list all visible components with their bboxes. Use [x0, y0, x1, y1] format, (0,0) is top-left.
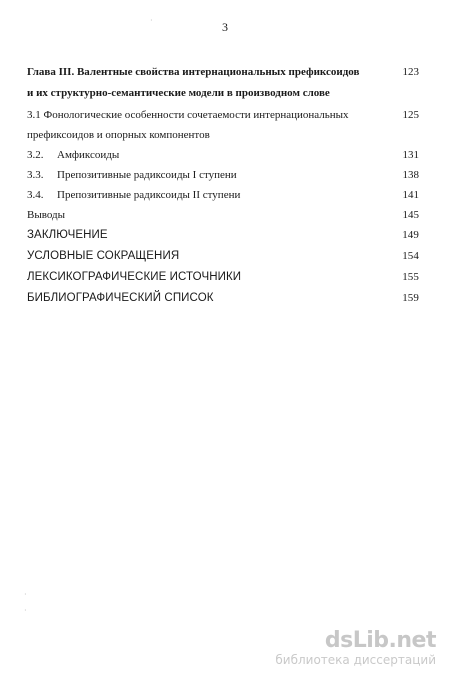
- toc-entry-title: БИБЛИОГРАФИЧЕСКИЙ СПИСОК: [27, 292, 214, 304]
- toc-entry-title-line: префиксоидов и опорных компонентов: [27, 129, 210, 141]
- toc-entry-bibliography: [27, 288, 419, 309]
- scan-speck: ·: [150, 16, 153, 25]
- toc-section-number: 3.3.: [27, 169, 44, 181]
- toc-page-number: 125: [402, 109, 419, 121]
- toc-entry-title-line: Глава III. Валентные свойства интернациональных префиксоидов: [27, 66, 360, 78]
- toc-entry-title: [27, 145, 391, 165]
- toc-entry-title: ЛЕКСИКОГРАФИЧЕСКИЕ ИСТОЧНИКИ: [27, 271, 242, 283]
- toc-entry-title: [27, 165, 391, 185]
- toc-entry-conclusions: [27, 205, 419, 225]
- toc-page-number: 138: [402, 169, 419, 181]
- toc-page-number: 141: [402, 189, 419, 201]
- toc-entry-lexicographic-sources: [27, 267, 419, 288]
- toc-section-label: Амфиксоиды: [57, 149, 120, 161]
- toc-entry-title: [27, 62, 391, 104]
- toc-entry-abbreviations: [27, 246, 419, 267]
- toc-entry-title: Выводы: [27, 209, 66, 221]
- toc-entry-title: [27, 185, 391, 205]
- toc-entry-section-3-1: [27, 105, 419, 145]
- toc-page-number: 145: [402, 209, 419, 221]
- toc-entry-title-line: 3.1 Фонологические особенности сочетаемости интернациональных: [27, 109, 349, 121]
- scan-speck: ·: [24, 606, 27, 615]
- toc-entry-section-3-3: [27, 165, 419, 185]
- toc-page-number: 123: [402, 66, 419, 78]
- toc-section-label: Препозитивные радиксоиды II ступени: [57, 189, 241, 201]
- toc-entry-title: ЗАКЛЮЧЕНИЕ: [27, 229, 108, 241]
- toc-entry-title: [27, 105, 391, 145]
- toc-page-number: 131: [402, 149, 419, 161]
- toc-section-number: 3.2.: [27, 149, 44, 161]
- toc-page-number: 149: [402, 229, 419, 241]
- toc-entry-title-line: и их структурно-семантические модели в производном слове: [27, 87, 330, 99]
- scan-speck: ·: [24, 590, 27, 599]
- toc-entry-chapter-3: [27, 62, 419, 104]
- toc-entry-section-3-4: [27, 185, 419, 205]
- watermark: [275, 629, 436, 668]
- toc-entry-title: УСЛОВНЫЕ СОКРАЩЕНИЯ: [27, 250, 180, 262]
- watermark-subtitle: библиотека диссертаций: [275, 653, 436, 667]
- toc-page-number: 159: [402, 292, 419, 304]
- toc-entry-section-3-2: [27, 145, 419, 165]
- page-number: 3: [222, 20, 228, 34]
- toc-section-number: 3.4.: [27, 189, 44, 201]
- toc-section-label: Препозитивные радиксоиды I ступени: [57, 169, 237, 181]
- toc-page-number: 154: [402, 250, 419, 262]
- table-of-contents: [27, 62, 419, 309]
- toc-page-number: 155: [402, 271, 419, 283]
- toc-entry-conclusion: [27, 225, 419, 246]
- watermark-logo: dsLib.net: [324, 628, 436, 653]
